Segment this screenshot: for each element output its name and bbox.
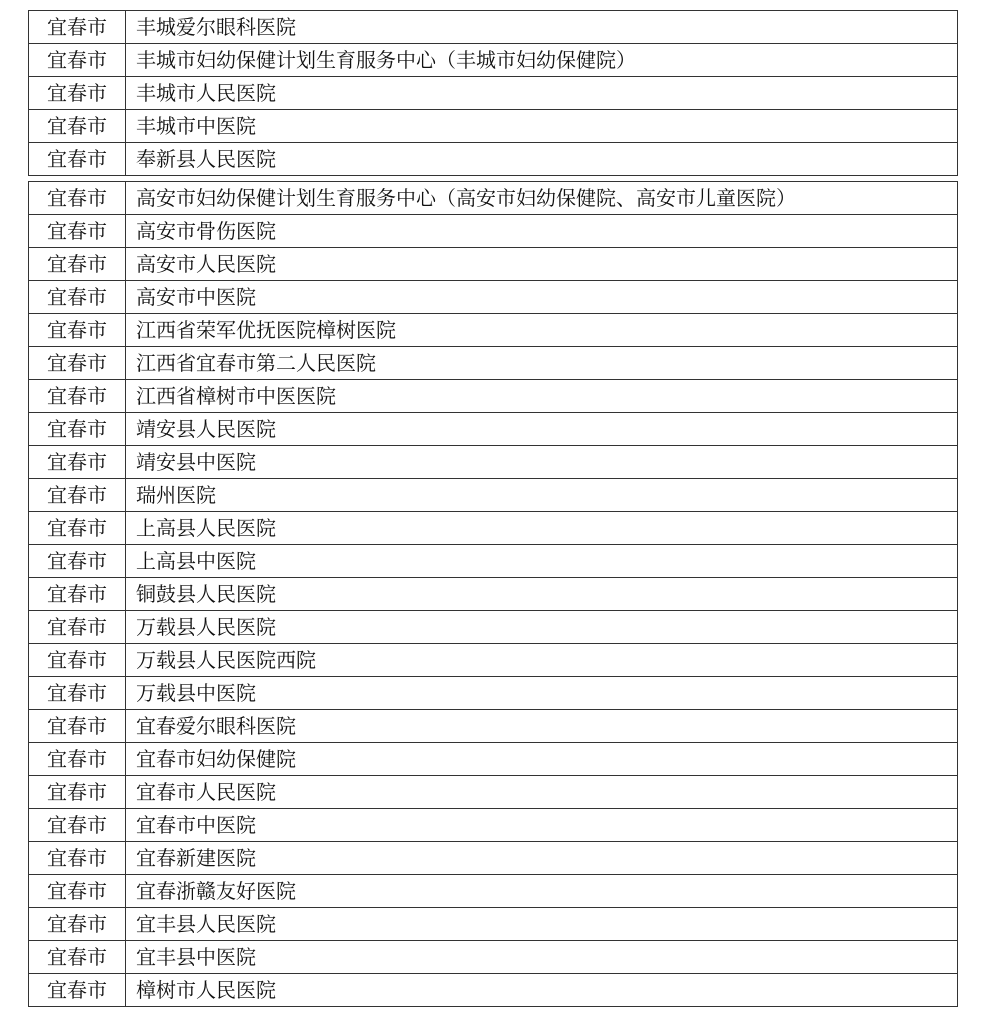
table-row (29, 578, 958, 611)
city-cell: 宜春市 (29, 677, 126, 710)
city-cell: 宜春市 (29, 578, 126, 611)
hospital-cell: 高安市妇幼保健计划生育服务中心（高安市妇幼保健院、高安市儿童医院） (126, 182, 958, 215)
city-cell: 宜春市 (29, 347, 126, 380)
hospital-cell: 宜春市中医院 (126, 809, 958, 842)
hospital-cell: 丰城市人民医院 (126, 77, 958, 110)
table-row (29, 809, 958, 842)
city-cell: 宜春市 (29, 143, 126, 176)
city-cell: 宜春市 (29, 644, 126, 677)
hospital-cell: 万载县人民医院 (126, 611, 958, 644)
table-row (29, 974, 958, 1007)
hospital-cell: 上高县中医院 (126, 545, 958, 578)
city-cell: 宜春市 (29, 314, 126, 347)
city-cell: 宜春市 (29, 281, 126, 314)
table-row (29, 875, 958, 908)
hospital-cell: 宜春市人民医院 (126, 776, 958, 809)
table-row (29, 446, 958, 479)
city-cell: 宜春市 (29, 479, 126, 512)
hospital-cell: 高安市人民医院 (126, 248, 958, 281)
hospital-cell: 奉新县人民医院 (126, 143, 958, 176)
hospital-cell: 樟树市人民医院 (126, 974, 958, 1007)
hospital-cell: 瑞州医院 (126, 479, 958, 512)
hospital-cell: 江西省宜春市第二人民医院 (126, 347, 958, 380)
city-cell: 宜春市 (29, 512, 126, 545)
city-cell: 宜春市 (29, 110, 126, 143)
city-cell: 宜春市 (29, 380, 126, 413)
table-row (29, 479, 958, 512)
hospital-cell: 高安市骨伤医院 (126, 215, 958, 248)
hospital-cell: 铜鼓县人民医院 (126, 578, 958, 611)
table-row (29, 380, 958, 413)
hospital-cell: 靖安县中医院 (126, 446, 958, 479)
table-row (29, 710, 958, 743)
table-row (29, 44, 958, 77)
city-cell: 宜春市 (29, 545, 126, 578)
hospital-cell: 丰城市中医院 (126, 110, 958, 143)
city-cell: 宜春市 (29, 11, 126, 44)
hospital-cell: 宜春爱尔眼科医院 (126, 710, 958, 743)
hospital-cell: 上高县人民医院 (126, 512, 958, 545)
hospital-cell: 宜丰县人民医院 (126, 908, 958, 941)
table-row (29, 545, 958, 578)
city-cell: 宜春市 (29, 446, 126, 479)
city-cell: 宜春市 (29, 611, 126, 644)
city-cell: 宜春市 (29, 908, 126, 941)
hospital-cell: 宜春市妇幼保健院 (126, 743, 958, 776)
table-row (29, 842, 958, 875)
city-cell: 宜春市 (29, 974, 126, 1007)
table-row (29, 776, 958, 809)
city-cell: 宜春市 (29, 413, 126, 446)
table-row (29, 314, 958, 347)
hospital-cell: 万载县人民医院西院 (126, 644, 958, 677)
table-row (29, 611, 958, 644)
city-cell: 宜春市 (29, 248, 126, 281)
table-row (29, 143, 958, 176)
table-row (29, 77, 958, 110)
city-cell: 宜春市 (29, 44, 126, 77)
city-cell: 宜春市 (29, 941, 126, 974)
table-row (29, 281, 958, 314)
table-row (29, 215, 958, 248)
hospital-cell: 靖安县人民医院 (126, 413, 958, 446)
table-row (29, 413, 958, 446)
city-cell: 宜春市 (29, 743, 126, 776)
table-row (29, 941, 958, 974)
city-cell: 宜春市 (29, 842, 126, 875)
city-cell: 宜春市 (29, 77, 126, 110)
city-cell: 宜春市 (29, 182, 126, 215)
hospital-cell: 宜春新建医院 (126, 842, 958, 875)
table-row (29, 908, 958, 941)
hospital-cell: 丰城市妇幼保健计划生育服务中心（丰城市妇幼保健院） (126, 44, 958, 77)
table-row (29, 11, 958, 44)
hospital-cell: 江西省荣军优抚医院樟树医院 (126, 314, 958, 347)
hospital-cell: 宜春浙赣友好医院 (126, 875, 958, 908)
table-row (29, 182, 958, 215)
city-cell: 宜春市 (29, 710, 126, 743)
hospital-cell: 宜丰县中医院 (126, 941, 958, 974)
table-row (29, 110, 958, 143)
city-cell: 宜春市 (29, 215, 126, 248)
hospital-cell: 江西省樟树市中医医院 (126, 380, 958, 413)
city-cell: 宜春市 (29, 776, 126, 809)
table-row (29, 677, 958, 710)
hospital-table-2 (28, 181, 958, 1007)
table-row (29, 347, 958, 380)
table-row (29, 512, 958, 545)
hospital-cell: 万载县中医院 (126, 677, 958, 710)
city-cell: 宜春市 (29, 809, 126, 842)
table-row (29, 644, 958, 677)
hospital-cell: 丰城爱尔眼科医院 (126, 11, 958, 44)
city-cell: 宜春市 (29, 875, 126, 908)
table-row (29, 743, 958, 776)
hospital-cell: 高安市中医院 (126, 281, 958, 314)
hospital-table-1 (28, 10, 958, 176)
table-row (29, 248, 958, 281)
